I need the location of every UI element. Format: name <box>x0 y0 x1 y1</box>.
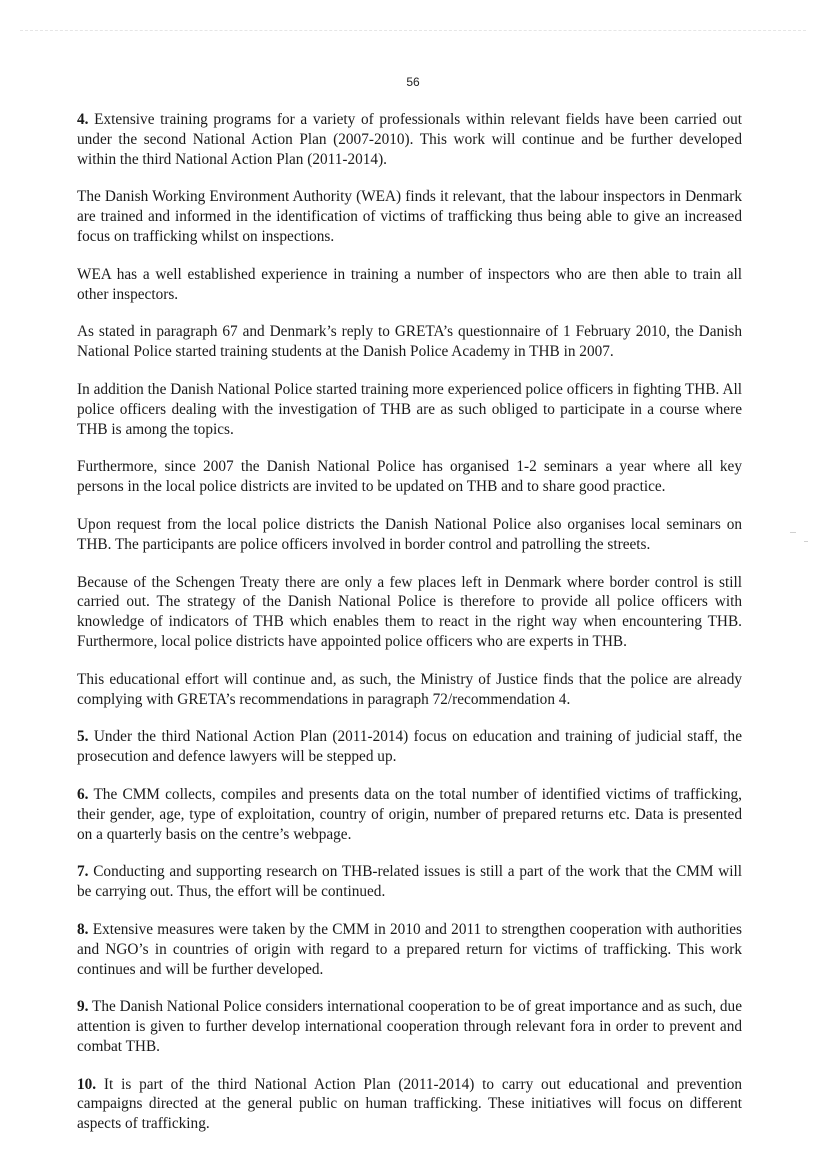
paragraph-number: 6. <box>77 785 89 803</box>
paragraph <box>77 265 742 305</box>
scan-speck <box>804 541 808 542</box>
paragraph <box>77 110 742 169</box>
scan-speck <box>790 532 796 533</box>
paragraph <box>77 727 742 767</box>
scan-edge-line <box>20 30 806 31</box>
paragraph-text: As stated in paragraph 67 and Denmark’s reply to GRETA’s questionnaire of 1 February 2010, the Danish National Police started training students at the Danish Police Academy in THB in 2007. <box>77 323 742 361</box>
paragraph-text: Extensive training programs for a variety of professionals within relevant fields have been carried out under the second National Action Plan (2007-2010). This work will continue and be further developed within the third National Action Plan (2011-2014). <box>77 111 742 168</box>
paragraph-number: 4. <box>77 111 89 128</box>
paragraph-number: 7. <box>77 863 89 881</box>
paragraph-text: Conducting and supporting research on THB-related issues is still a part of the work that the CMM will be carrying out. Thus, the effort will be continued. <box>77 863 742 901</box>
paragraph-text: The Danish Working Environment Authority (WEA) finds it relevant, that the labour inspectors in Denmark are trained and informed in the identification of victims of trafficking thus being able to give an increased focus on trafficking whilst on inspections. <box>77 188 742 245</box>
paragraph <box>77 380 742 439</box>
paragraph-text: It is part of the third National Action Plan (2011-2014) to carry out educational and prevention campaigns directed at the general public on human trafficking. These initiatives will focus on different aspects of trafficking. <box>77 1075 742 1133</box>
paragraph <box>77 785 742 844</box>
paragraph <box>77 322 742 362</box>
paragraph <box>77 187 742 246</box>
paragraph-text: This educational effort will continue and, as such, the Ministry of Justice finds that the police are already complying with GRETA’s recommendations in paragraph 72/recommendation 4. <box>77 670 742 708</box>
paragraph <box>77 670 742 710</box>
paragraph-text: Because of the Schengen Treaty there are only a few places left in Denmark where border control is still carried out. The strategy of the Danish National Police is therefore to provide all police officers with knowledge of indicators of THB which enables them to react in the right way when encountering THB. Furthermore, local police districts have appointed police officers who are experts in THB. <box>77 573 742 650</box>
paragraph <box>77 515 742 555</box>
paragraph-number: 8. <box>77 920 89 938</box>
paragraph <box>77 920 742 979</box>
paragraph-number: 5. <box>77 728 89 746</box>
paragraph <box>77 457 742 497</box>
paragraph <box>77 1075 742 1134</box>
paragraph-text: Upon request from the local police districts the Danish National Police also organises local seminars on THB. The participants are police officers involved in border control and patrolling the streets. <box>77 515 742 553</box>
body-text <box>77 110 742 1152</box>
paragraph-number: 10. <box>77 1075 97 1093</box>
paragraph <box>77 997 742 1056</box>
page-number: 56 <box>406 75 420 89</box>
paragraph-text: The CMM collects, compiles and presents data on the total number of identified victims of trafficking, their gender, age, type of exploitation, country of origin, number of prepared returns etc. Data is presented on a quarterly basis on the centre’s webpage. <box>77 785 742 843</box>
paragraph <box>77 573 742 652</box>
paragraph-text: The Danish National Police considers international cooperation to be of great importance and as such, due attention is given to further develop international cooperation through relevant fora in order to prevent and combat THB. <box>77 998 742 1055</box>
paragraph-text: Extensive measures were taken by the CMM in 2010 and 2011 to strengthen cooperation with authorities and NGO’s in countries of origin with regard to a prepared return for victims of trafficking. This work continues and will be further developed. <box>77 920 742 978</box>
paragraph-text: In addition the Danish National Police started training more experienced police officers in fighting THB. All police officers dealing with the investigation of THB are as such obliged to participate in a course where THB is among the topics. <box>77 380 742 438</box>
paragraph-text: Furthermore, since 2007 the Danish National Police has organised 1-2 seminars a year where all key persons in the local police districts are invited to be updated on THB and to share good practice. <box>77 458 742 496</box>
paragraph-number: 9. <box>77 998 89 1016</box>
paragraph-text: Under the third National Action Plan (2011-2014) focus on education and training of judicial staff, the prosecution and defence lawyers will be stepped up. <box>77 728 742 766</box>
paragraph <box>77 862 742 902</box>
paragraph-text: WEA has a well established experience in training a number of inspectors who are then able to train all other inspectors. <box>77 265 742 303</box>
